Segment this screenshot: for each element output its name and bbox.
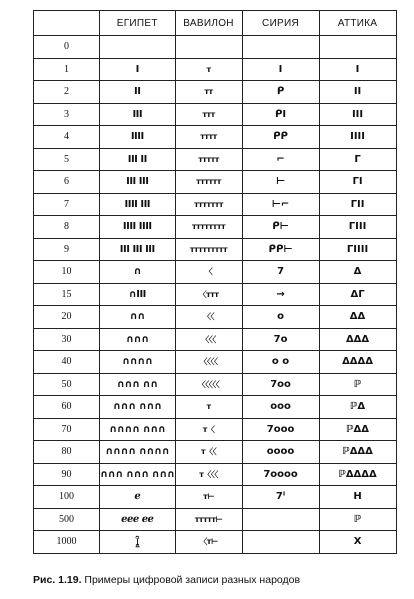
attica-numeral: ℙΔΔΔ <box>319 441 396 464</box>
number-cell: 40 <box>34 351 100 374</box>
number-cell: 2 <box>34 81 100 104</box>
syria-numeral: 7ᴵ <box>242 486 319 509</box>
table-row <box>34 351 397 374</box>
syria-numeral: ᑭᑭ <box>242 126 319 149</box>
number-cell: 5 <box>34 148 100 171</box>
egypt-numeral: ∩∩∩∩ ∩∩∩∩ <box>100 441 176 464</box>
egypt-numeral: ℯ <box>100 486 176 509</box>
babylon-numeral: 〈ᴛ⊢ <box>175 531 242 554</box>
egypt-numeral: ∩∩ <box>100 306 176 329</box>
table-row <box>34 441 397 464</box>
table-row <box>34 126 397 149</box>
table-row <box>34 328 397 351</box>
syria-numeral: 7oo <box>242 373 319 396</box>
syria-numeral: ᑭᑭ⊢ <box>242 238 319 261</box>
babylon-numeral: ᴛ⊢ <box>175 486 242 509</box>
table-row <box>34 238 397 261</box>
syria-numeral <box>242 508 319 531</box>
number-cell: 8 <box>34 216 100 239</box>
syria-numeral: 7o <box>242 328 319 351</box>
attica-numeral: ΔΔΔ <box>319 328 396 351</box>
babylon-numeral: 〈〈〈〈 <box>175 351 242 374</box>
table-row <box>34 171 397 194</box>
attica-numeral: H <box>319 486 396 509</box>
attica-numeral: ΔΓ <box>319 283 396 306</box>
attica-numeral: X <box>319 531 396 554</box>
number-cell: 6 <box>34 171 100 194</box>
syria-numeral: 7oooo <box>242 463 319 486</box>
babylon-numeral: 〈ᴛᴛᴛ <box>175 283 242 306</box>
egypt-numeral: ∩∩∩ <box>100 328 176 351</box>
babylon-numeral: 〈〈〈〈〈 <box>175 373 242 396</box>
table-row <box>34 486 397 509</box>
syria-numeral: o o <box>242 351 319 374</box>
egypt-numeral <box>100 36 176 59</box>
egypt-numeral: III <box>100 103 176 126</box>
syria-numeral <box>242 36 319 59</box>
egypt-numeral: ∩∩∩ ∩∩ <box>100 373 176 396</box>
egypt-numeral: ∩ <box>100 261 176 284</box>
table-row <box>34 81 397 104</box>
number-cell: 50 <box>34 373 100 396</box>
attica-numeral: II <box>319 81 396 104</box>
number-cell: 7 <box>34 193 100 216</box>
babylon-numeral: ᴛᴛᴛᴛᴛ <box>175 148 242 171</box>
table-row <box>34 418 397 441</box>
caption-text: Примеры цифровой записи разных народов <box>81 574 301 586</box>
table-row <box>34 373 397 396</box>
header-attica: АТТИКА <box>319 11 396 36</box>
babylon-numeral: ᴛᴛᴛᴛᴛᴛ <box>175 171 242 194</box>
number-cell: 15 <box>34 283 100 306</box>
syria-numeral: 7ooo <box>242 418 319 441</box>
syria-numeral: 7 <box>242 261 319 284</box>
number-cell: 100 <box>34 486 100 509</box>
number-cell: 10 <box>34 261 100 284</box>
number-cell: 20 <box>34 306 100 329</box>
babylon-numeral: ᴛ〈〈 <box>175 441 242 464</box>
table-row <box>34 216 397 239</box>
egypt-numeral: ℯℯℯ ℯℯ <box>100 508 176 531</box>
syria-numeral: I <box>242 58 319 81</box>
attica-numeral: III <box>319 103 396 126</box>
egypt-numeral: ∩∩∩∩ <box>100 351 176 374</box>
table-body <box>34 36 397 554</box>
figure-caption <box>33 574 403 586</box>
syria-numeral: oooo <box>242 441 319 464</box>
table-row <box>34 283 397 306</box>
attica-numeral: ℙ <box>319 508 396 531</box>
attica-numeral: ΓII <box>319 193 396 216</box>
table-row <box>34 148 397 171</box>
egypt-numeral: ∩III <box>100 283 176 306</box>
syria-numeral: ᑭ⊢ <box>242 216 319 239</box>
table-row <box>34 531 397 554</box>
table-row <box>34 36 397 59</box>
syria-numeral: ᑭ <box>242 81 319 104</box>
syria-numeral: ⌐ <box>242 148 319 171</box>
babylon-numeral: ᴛᴛᴛᴛᴛ⊢ <box>175 508 242 531</box>
table-header-row <box>34 11 397 36</box>
egypt-numeral: ∩∩∩∩ ∩∩∩ <box>100 418 176 441</box>
babylon-numeral: ᴛᴛᴛᴛᴛᴛᴛᴛ <box>175 216 242 239</box>
syria-numeral: ooo <box>242 396 319 419</box>
attica-numeral: ΓIII <box>319 216 396 239</box>
table-row <box>34 396 397 419</box>
attica-numeral: ℙΔΔΔΔ <box>319 463 396 486</box>
number-cell: 4 <box>34 126 100 149</box>
babylon-numeral: ᴛᴛᴛᴛᴛᴛᴛᴛᴛ <box>175 238 242 261</box>
egypt-numeral: IIII <box>100 126 176 149</box>
number-cell: 0 <box>34 36 100 59</box>
egypt-numeral: ∩∩∩ ∩∩∩ <box>100 396 176 419</box>
number-cell: 1000 <box>34 531 100 554</box>
babylon-numeral: 〈〈 <box>175 306 242 329</box>
babylon-numeral <box>175 36 242 59</box>
number-cell: 80 <box>34 441 100 464</box>
syria-numeral: → <box>242 283 319 306</box>
number-cell: 60 <box>34 396 100 419</box>
attica-numeral: ΓIIII <box>319 238 396 261</box>
egypt-numeral: IIII IIII <box>100 216 176 239</box>
header-egypt: ЕГИПЕТ <box>100 11 176 36</box>
syria-numeral: o <box>242 306 319 329</box>
attica-numeral: ℙ <box>319 373 396 396</box>
egypt-numeral: 𓆼 <box>100 531 176 554</box>
babylon-numeral: 〈〈〈 <box>175 328 242 351</box>
attica-numeral: ΔΔ <box>319 306 396 329</box>
babylon-numeral: ᴛᴛ <box>175 81 242 104</box>
egypt-numeral: II <box>100 81 176 104</box>
number-cell: 90 <box>34 463 100 486</box>
attica-numeral: Δ <box>319 261 396 284</box>
egypt-numeral: III III <box>100 171 176 194</box>
egypt-numeral: ∩∩∩ ∩∩∩ ∩∩∩ <box>100 463 176 486</box>
table-row <box>34 103 397 126</box>
egypt-numeral: III III III <box>100 238 176 261</box>
number-cell: 70 <box>34 418 100 441</box>
attica-numeral: ΓI <box>319 171 396 194</box>
number-cell: 3 <box>34 103 100 126</box>
table-row <box>34 463 397 486</box>
syria-numeral: ⊢ <box>242 171 319 194</box>
header-number <box>34 11 100 36</box>
table-row <box>34 261 397 284</box>
attica-numeral: IIII <box>319 126 396 149</box>
syria-numeral: ⊢⌐ <box>242 193 319 216</box>
table-row <box>34 306 397 329</box>
babylon-numeral: ᴛᴛᴛᴛᴛᴛᴛ <box>175 193 242 216</box>
attica-numeral: Γ <box>319 148 396 171</box>
number-cell: 1 <box>34 58 100 81</box>
egypt-numeral: IIII III <box>100 193 176 216</box>
babylon-numeral: ᴛᴛᴛᴛ <box>175 126 242 149</box>
attica-numeral: ΔΔΔΔ <box>319 351 396 374</box>
table-row <box>34 508 397 531</box>
number-cell: 9 <box>34 238 100 261</box>
egypt-numeral: I <box>100 58 176 81</box>
number-cell: 30 <box>34 328 100 351</box>
attica-numeral <box>319 36 396 59</box>
caption-label: Рис. 1.19. <box>33 574 82 586</box>
babylon-numeral: ᴛ〈〈〈 <box>175 463 242 486</box>
syria-numeral: ᑭI <box>242 103 319 126</box>
babylon-numeral: ᴛ〈 <box>175 418 242 441</box>
number-cell: 500 <box>34 508 100 531</box>
babylon-numeral: ᴛ <box>175 58 242 81</box>
babylon-numeral: 〈 <box>175 261 242 284</box>
attica-numeral: ℙΔΔ <box>319 418 396 441</box>
babylon-numeral: ᴛᴛᴛ <box>175 103 242 126</box>
table-row <box>34 58 397 81</box>
numeral-systems-table <box>33 10 397 554</box>
egypt-numeral: III II <box>100 148 176 171</box>
syria-numeral <box>242 531 319 554</box>
attica-numeral: ℙΔ <box>319 396 396 419</box>
attica-numeral: I <box>319 58 396 81</box>
babylon-numeral: ᴛ <box>175 396 242 419</box>
table-row <box>34 193 397 216</box>
header-babylon: ВАВИЛОН <box>175 11 242 36</box>
header-syria: СИРИЯ <box>242 11 319 36</box>
